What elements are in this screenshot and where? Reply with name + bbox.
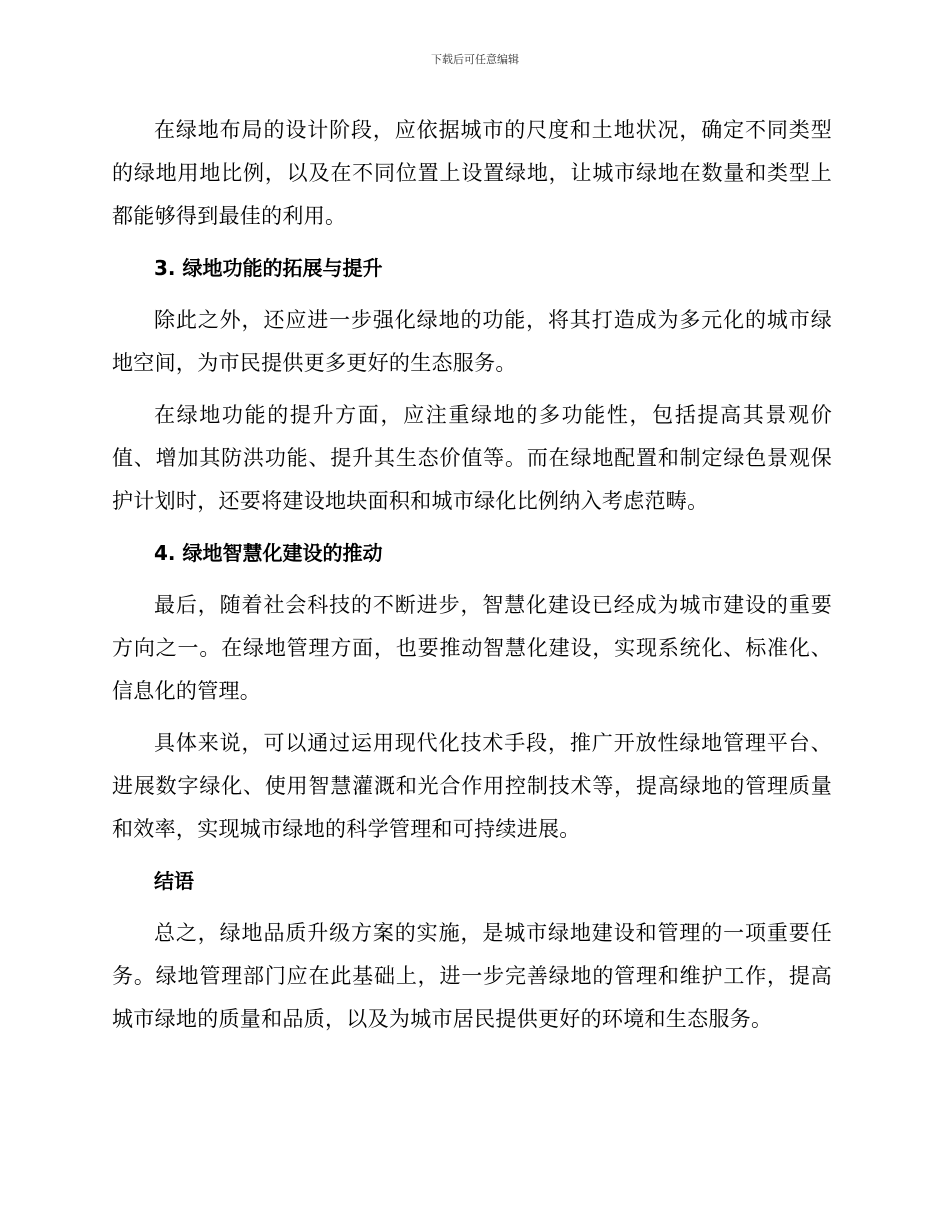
page-header: 下载后可任意编辑	[431, 53, 519, 66]
paragraph-smart-construction: 最后，随着社会科技的不断进步，智慧化建设已经成为城市建设的重要方向之一。在绿地管理方面，也要推动智慧化建设，实现系统化、标准化、信息化的管理。	[112, 593, 832, 703]
paragraph-smart-methods: 具体来说，可以通过运用现代化技术手段，推广开放性绿地管理平台、进展数字绿化、使用智慧灌溉和光合作用控制技术等，提高绿地的管理质量和效率，实现城市绿地的科学管理和可持续进展。	[112, 731, 832, 841]
paragraph-function-expansion: 除此之外，还应进一步强化绿地的功能，将其打造成为多元化的城市绿地空间，为市民提供更多更好的生态服务。	[112, 308, 832, 375]
paragraph-conclusion: 总之，绿地品质升级方案的实施，是城市绿地建设和管理的一项重要任务。绿地管理部门应在此基础上，进一步完善绿地的管理和维护工作，提高城市绿地的质量和品质，以及为城市居民提供更好的环境和生态服务。	[112, 921, 832, 1031]
paragraph-layout-design: 在绿地布局的设计阶段，应依据城市的尺度和土地状况，确定不同类型的绿地用地比例，以及在不同位置上设置绿地，让城市绿地在数量和类型上都能够得到最佳的利用。	[112, 118, 832, 228]
document-body	[112, 109, 832, 1050]
conclusion-heading: 结语	[154, 869, 194, 893]
paragraph-function-upgrade: 在绿地功能的提升方面，应注重绿地的多功能性，包括提高其景观价值、增加其防洪功能、提升其生态价值等。而在绿地配置和制定绿色景观保护计划时，还要将建设地块面积和城市绿化比例纳入考虑范畴。	[112, 403, 832, 513]
section-heading-4: 4. 绿地智慧化建设的推动	[154, 541, 383, 565]
section-heading-3: 3. 绿地功能的拓展与提升	[154, 256, 383, 280]
